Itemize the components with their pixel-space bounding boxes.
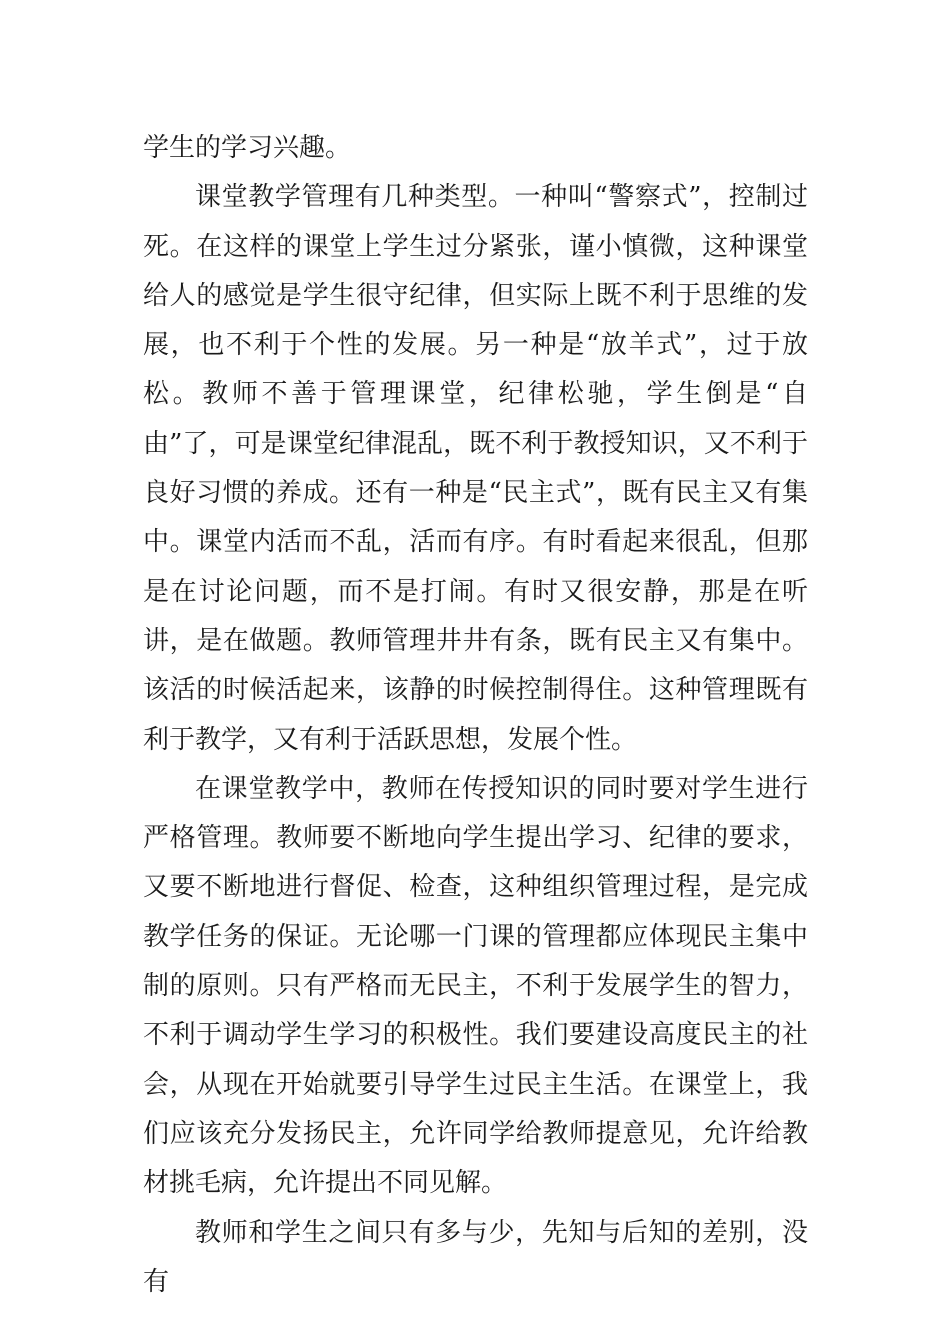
paragraph-1: 学生的学习兴趣。	[143, 133, 352, 163]
body-text	[143, 124, 808, 1307]
paragraph-2: 课堂教学管理有几种类型。一种叫“警察式”，控制过死。在这样的课堂上学生过分紧张，谨小慎微，这种课堂给人的感觉是学生很守纪律，但实际上既不利于思维的发展，也不利于个性的发展。另一种是“放羊式”，过于放松。教师不善于管理课堂，纪律松驰，学生倒是“自由”了，可是课堂纪律混乱，既不利于教授知识，又不利于良好习惯的养成。还有一种是“民主式”，既有民主又有集中。课堂内活而不乱，活而有序。有时看起来很乱，但那是在讨论问题，而不是打闹。有时又很安静，那是在听讲，是在做题。教师管理井井有条，既有民主又有集中。该活的时候活起来，该静的时候控制得住。这种管理既有利于教学，又有利于活跃思想，发展个性。	[143, 182, 808, 755]
paragraph-4: 教师和学生之间只有多与少，先知与后知的差别，没有	[143, 1217, 808, 1297]
paragraph-3: 在课堂教学中，教师在传授知识的同时要对学生进行严格管理。教师要不断地向学生提出学习、纪律的要求，又要不断地进行督促、检查，这种组织管理过程，是完成教学任务的保证。无论哪一门课的管理都应体现民主集中制的原则。只有严格而无民主，不利于发展学生的智力，不利于调动学生学习的积极性。我们要建设高度民主的社会，从现在开始就要引导学生过民主生活。在课堂上，我们应该充分发扬民主，允许同学给教师提意见，允许给教材挑毛病，允许提出不同见解。	[143, 773, 808, 1199]
